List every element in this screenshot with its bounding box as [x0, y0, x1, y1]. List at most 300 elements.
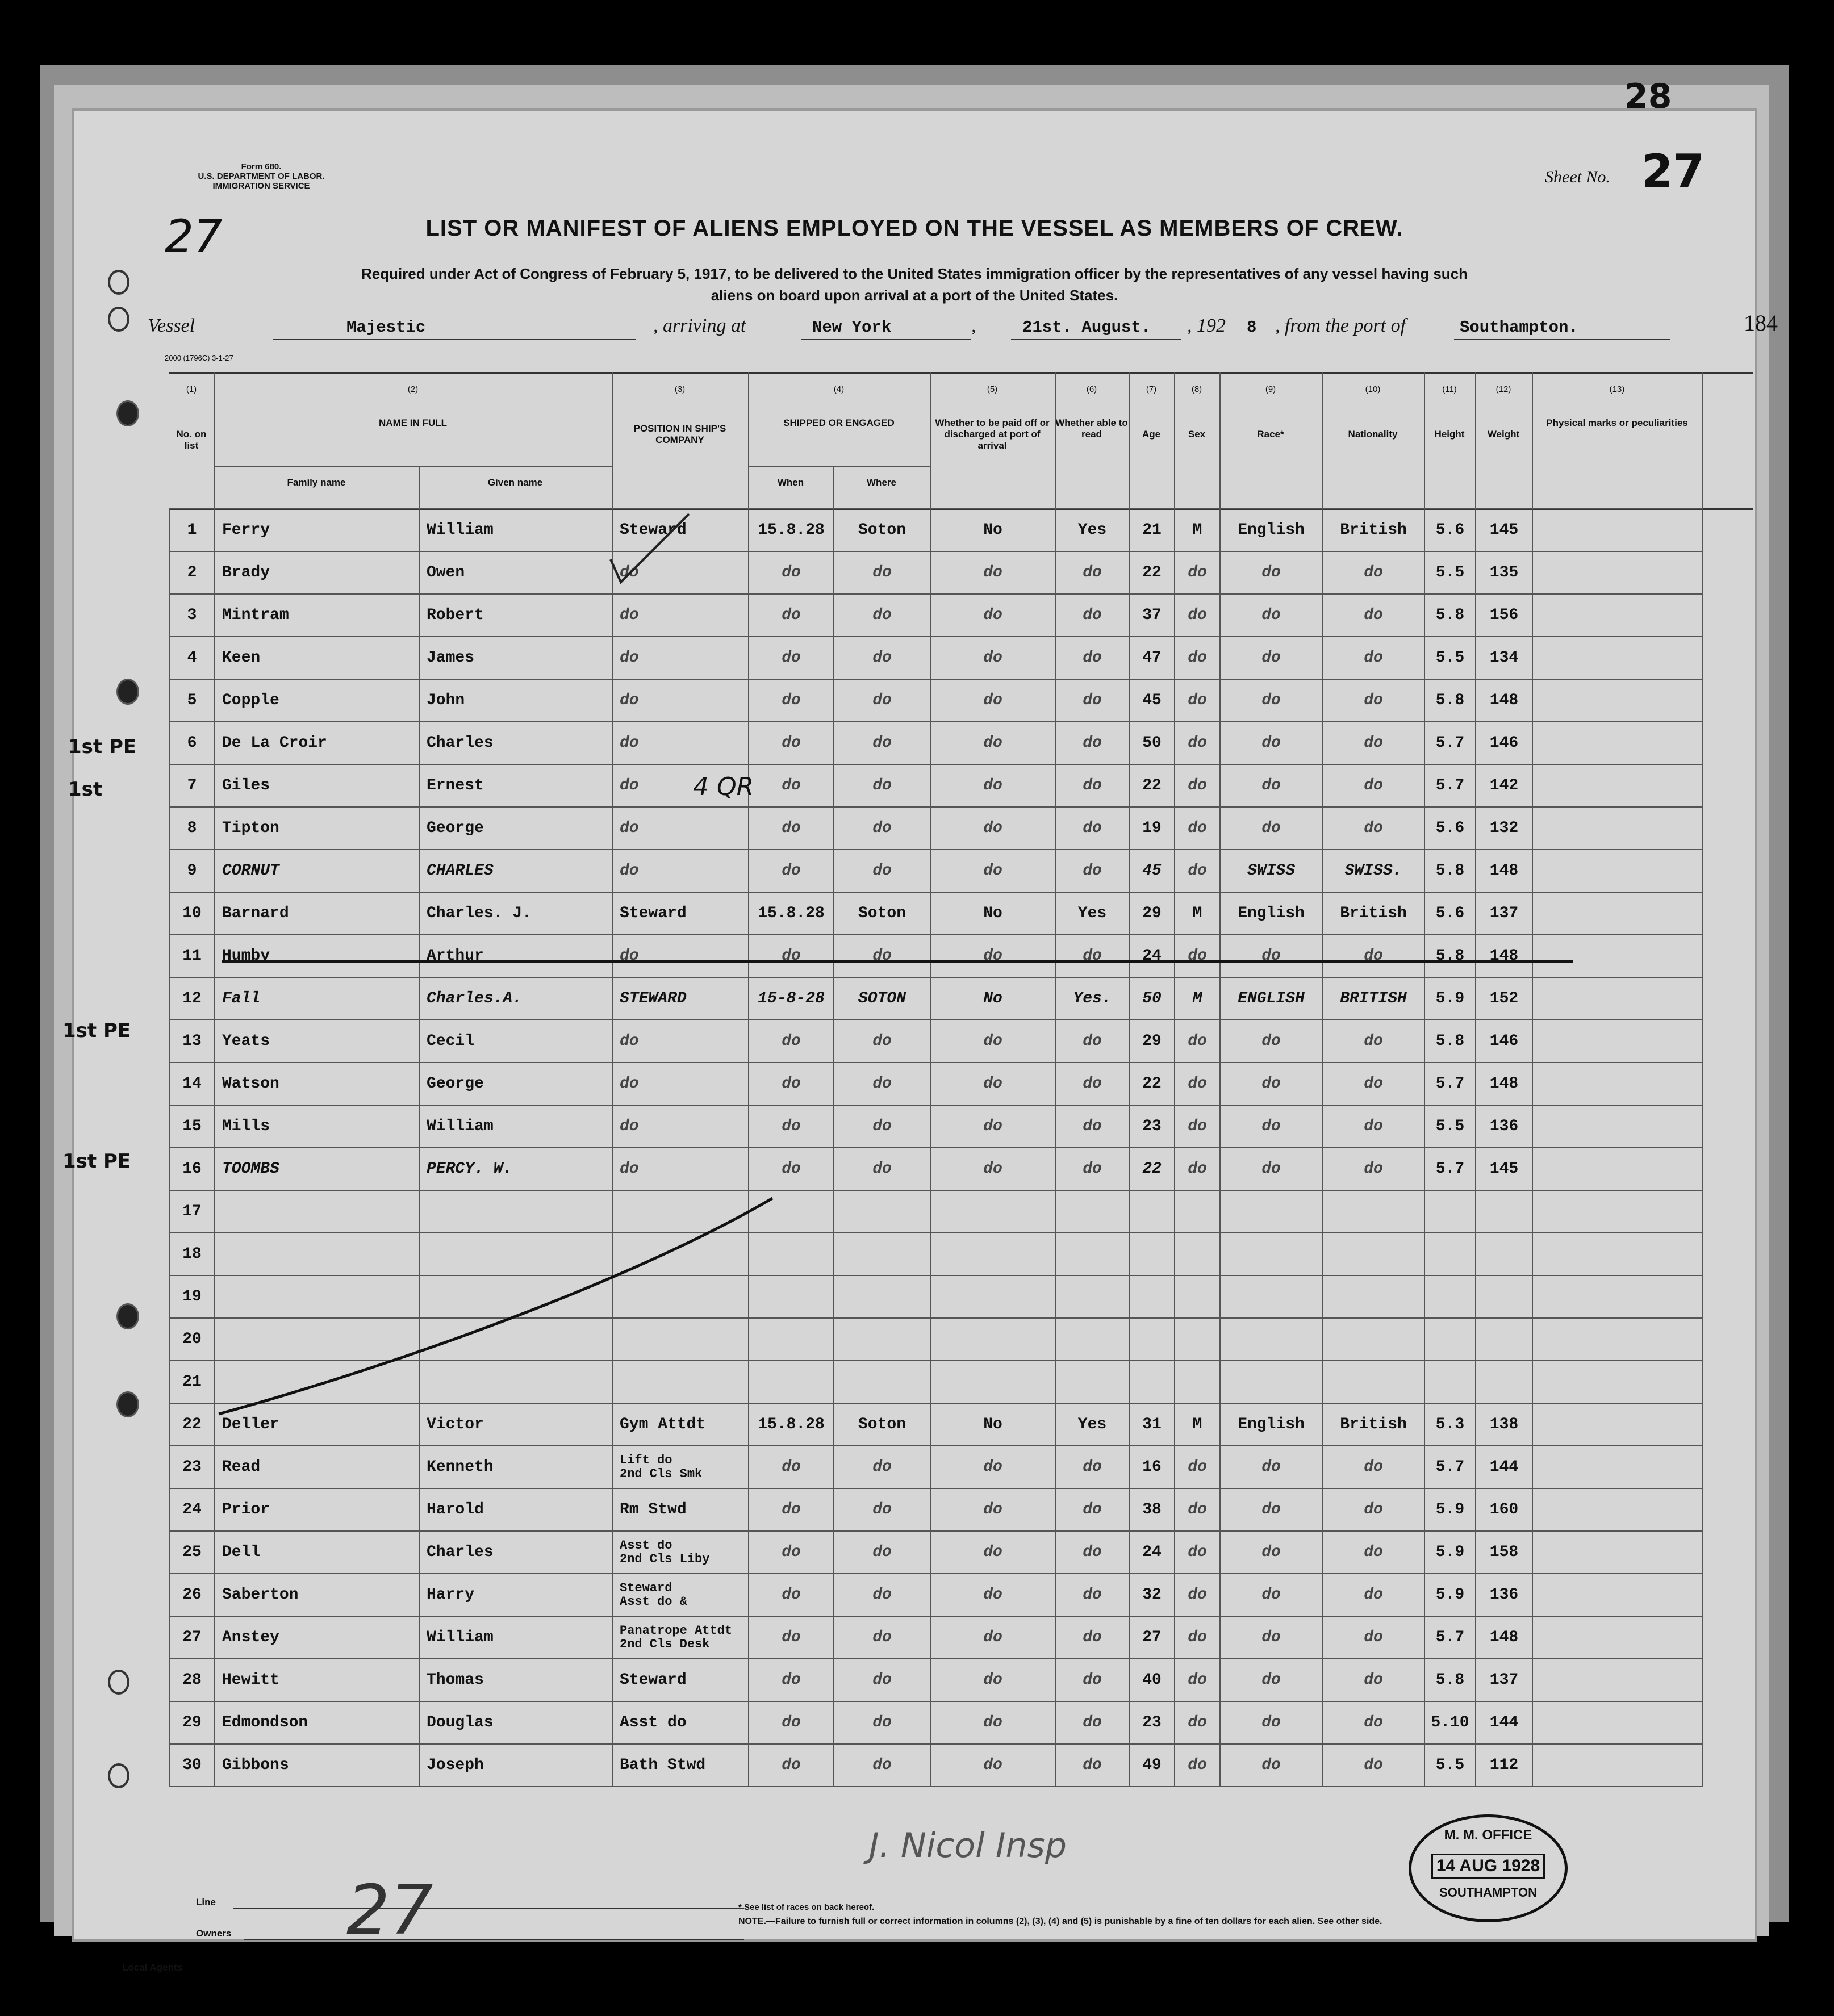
position-cell: Lift do 2nd Cls Smk — [612, 1446, 749, 1488]
height-cell: 5.5 — [1424, 551, 1476, 594]
weight-cell: 148 — [1476, 1063, 1532, 1105]
age-cell: 19 — [1129, 807, 1175, 850]
inspector-signature: J. Nicol Insp — [869, 1826, 1067, 1866]
position-cell: do — [612, 551, 749, 594]
header-position: POSITION IN SHIP'S COMPANY — [633, 423, 726, 445]
paid-off-cell: do — [930, 679, 1055, 722]
nationality-cell: do — [1322, 1574, 1424, 1616]
sex-cell: M — [1175, 892, 1220, 935]
nationality-cell: do — [1322, 637, 1424, 679]
shipped-where-cell: do — [834, 1744, 930, 1787]
paid-off-cell: do — [930, 764, 1055, 807]
row-number-cell: 3 — [169, 594, 215, 637]
nationality-cell: do — [1322, 1659, 1424, 1701]
family-name-cell: Tipton — [215, 807, 419, 850]
header-able-read: Whether able to read — [1055, 417, 1128, 440]
weight-cell: 148 — [1476, 1616, 1532, 1659]
sex-cell: do — [1175, 1446, 1220, 1488]
year-label: , 192 — [1187, 315, 1226, 336]
race-cell: English — [1220, 509, 1322, 551]
height-cell: 5.7 — [1424, 1063, 1476, 1105]
height-cell: 5.5 — [1424, 1105, 1476, 1148]
print-code: 2000 (1796C) 3-1-27 — [165, 354, 233, 362]
footer-owners-label: Owners — [196, 1928, 232, 1939]
race-cell: do — [1220, 594, 1322, 637]
able-to-read-cell: do — [1055, 1488, 1129, 1531]
paid-off-cell: do — [930, 1020, 1055, 1063]
position-cell: Asst do 2nd Cls Liby — [612, 1531, 749, 1574]
given-name-cell: CHARLES — [419, 850, 612, 892]
position-cell: do — [612, 935, 749, 977]
height-cell: 5.8 — [1424, 1020, 1476, 1063]
family-name-cell: Fall — [215, 977, 419, 1020]
row-number-cell: 19 — [169, 1275, 215, 1318]
age-cell: 32 — [1129, 1574, 1175, 1616]
shipped-when-cell: do — [749, 1488, 834, 1531]
weight-cell: 112 — [1476, 1744, 1532, 1787]
shipped-where-cell: Soton — [834, 1403, 930, 1446]
punch-hole — [108, 1763, 129, 1788]
family-name-cell: De La Croir — [215, 722, 419, 764]
paid-off-cell: do — [930, 935, 1055, 977]
row-number-cell: 11 — [169, 935, 215, 977]
given-name-cell: Joseph — [419, 1744, 612, 1787]
height-cell: 5.7 — [1424, 722, 1476, 764]
paid-off-cell: do — [930, 1063, 1055, 1105]
weight-cell: 148 — [1476, 935, 1532, 977]
fine-note: NOTE.—Failure to furnish full or correct information in columns (2), (3), (4) and (5) is punishable by a fine of ten dollars for each alien. See other side. — [738, 1917, 1382, 1926]
from-port: Southampton. — [1460, 318, 1578, 337]
shipped-where-cell: do — [834, 1659, 930, 1701]
paid-off-cell: do — [930, 1531, 1055, 1574]
nationality-cell: do — [1322, 1446, 1424, 1488]
arrival-date: 21st. August. — [1022, 318, 1151, 337]
position-annotation: 4 QR — [693, 772, 754, 801]
punch-hole — [108, 1670, 129, 1695]
race-cell: do — [1220, 722, 1322, 764]
given-name-cell: Charles — [419, 722, 612, 764]
height-cell: 5.6 — [1424, 807, 1476, 850]
shipped-where-cell: do — [834, 1063, 930, 1105]
row-number-cell: 4 — [169, 637, 215, 679]
shipped-where-cell: do — [834, 1020, 930, 1063]
height-cell: 5.8 — [1424, 679, 1476, 722]
position-cell: Rm Stwd — [612, 1488, 749, 1531]
family-name-cell: Barnard — [215, 892, 419, 935]
paid-off-cell: do — [930, 1446, 1055, 1488]
header-name-in-full: NAME IN FULL — [379, 417, 447, 428]
paid-off-cell: do — [930, 1659, 1055, 1701]
nationality-cell: British — [1322, 509, 1424, 551]
race-cell: do — [1220, 1063, 1322, 1105]
able-to-read-cell: do — [1055, 1020, 1129, 1063]
nationality-cell: do — [1322, 1488, 1424, 1531]
age-cell: 24 — [1129, 935, 1175, 977]
row-number-cell: 7 — [169, 764, 215, 807]
paid-off-cell: No — [930, 1403, 1055, 1446]
nationality-cell: do — [1322, 1148, 1424, 1190]
nationality-cell: SWISS. — [1322, 850, 1424, 892]
nationality-cell: do — [1322, 1531, 1424, 1574]
header-nationality: Nationality — [1348, 429, 1398, 440]
race-cell: do — [1220, 807, 1322, 850]
row-number-cell: 15 — [169, 1105, 215, 1148]
height-cell: 5.7 — [1424, 764, 1476, 807]
sex-cell: do — [1175, 637, 1220, 679]
race-note: * See list of races on back hereof. — [738, 1902, 875, 1912]
given-name-cell: William — [419, 509, 612, 551]
family-name-cell: Giles — [215, 764, 419, 807]
row-number-cell: 10 — [169, 892, 215, 935]
height-cell: 5.8 — [1424, 850, 1476, 892]
shipped-when-cell: do — [749, 1616, 834, 1659]
weight-cell: 136 — [1476, 1574, 1532, 1616]
shipped-when-cell: do — [749, 1148, 834, 1190]
height-cell: 5.6 — [1424, 892, 1476, 935]
header-height: Height — [1434, 429, 1465, 440]
able-to-read-cell: do — [1055, 1531, 1129, 1574]
position-cell: Steward — [612, 509, 749, 551]
sheet-label: Sheet No. — [1545, 168, 1610, 186]
sheet-number: 27 — [1641, 145, 1705, 198]
shipped-when-cell: do — [749, 1701, 834, 1744]
vessel-name: Majestic — [346, 318, 426, 337]
weight-cell: 132 — [1476, 807, 1532, 850]
age-cell: 38 — [1129, 1488, 1175, 1531]
paid-off-cell: do — [930, 1148, 1055, 1190]
given-name-cell: Harold — [419, 1488, 612, 1531]
row-number-cell: 26 — [169, 1574, 215, 1616]
shipped-when-cell: 15.8.28 — [749, 892, 834, 935]
race-cell: do — [1220, 1020, 1322, 1063]
race-cell: do — [1220, 679, 1322, 722]
given-name-cell: Victor — [419, 1403, 612, 1446]
paid-off-cell: do — [930, 722, 1055, 764]
weight-cell: 136 — [1476, 1105, 1532, 1148]
able-to-read-cell: do — [1055, 807, 1129, 850]
position-cell: do — [612, 1148, 749, 1190]
race-cell: do — [1220, 935, 1322, 977]
position-cell: do — [612, 637, 749, 679]
sex-cell: do — [1175, 1148, 1220, 1190]
position-cell: Steward — [612, 892, 749, 935]
row-number-cell: 21 — [169, 1361, 215, 1403]
stamp-date: 14 AUG 1928 — [1431, 1854, 1545, 1879]
position-cell: Asst do — [612, 1701, 749, 1744]
nationality-cell: do — [1322, 764, 1424, 807]
shipped-when-cell: do — [749, 1020, 834, 1063]
height-cell: 5.10 — [1424, 1701, 1476, 1744]
nationality-cell: British — [1322, 1403, 1424, 1446]
sex-cell: do — [1175, 1105, 1220, 1148]
height-cell: 5.9 — [1424, 1574, 1476, 1616]
sex-cell: M — [1175, 977, 1220, 1020]
corner-number: 28 — [1624, 77, 1672, 116]
age-cell: 31 — [1129, 1403, 1175, 1446]
family-name-cell: Gibbons — [215, 1744, 419, 1787]
shipped-when-cell: do — [749, 1105, 834, 1148]
race-cell: do — [1220, 1105, 1322, 1148]
sex-cell: do — [1175, 1063, 1220, 1105]
header-no-on-list: No. on list — [176, 429, 207, 451]
shipped-where-cell: do — [834, 1531, 930, 1574]
given-name-cell: Cecil — [419, 1020, 612, 1063]
height-cell: 5.5 — [1424, 637, 1476, 679]
shipped-where-cell: Soton — [834, 509, 930, 551]
shipped-when-cell: do — [749, 807, 834, 850]
sex-cell: do — [1175, 1744, 1220, 1787]
shipped-where-cell: do — [834, 1616, 930, 1659]
position-cell: Gym Attdt — [612, 1403, 749, 1446]
from-label: , from the port of — [1275, 315, 1406, 336]
footer-line-label: Line — [196, 1897, 216, 1908]
margin-note-row6: 1st PE — [68, 735, 137, 758]
shipped-where-cell: do — [834, 1574, 930, 1616]
sex-cell: do — [1175, 679, 1220, 722]
race-cell: do — [1220, 1744, 1322, 1787]
nationality-cell: do — [1322, 722, 1424, 764]
margin-note-row13: 1st PE — [62, 1019, 131, 1042]
age-cell: 23 — [1129, 1105, 1175, 1148]
age-cell: 27 — [1129, 1616, 1175, 1659]
weight-cell: 146 — [1476, 722, 1532, 764]
weight-cell: 148 — [1476, 679, 1532, 722]
race-cell: do — [1220, 1488, 1322, 1531]
paid-off-cell: do — [930, 850, 1055, 892]
punch-hole — [108, 307, 129, 332]
given-name-cell: Charles — [419, 1531, 612, 1574]
shipped-when-cell: do — [749, 764, 834, 807]
position-cell: do — [612, 764, 749, 807]
punch-hole — [116, 679, 139, 705]
weight-cell: 138 — [1476, 1403, 1532, 1446]
family-name-cell: Prior — [215, 1488, 419, 1531]
shipped-where-cell: do — [834, 637, 930, 679]
family-name-cell: Keen — [215, 637, 419, 679]
able-to-read-cell: do — [1055, 1744, 1129, 1787]
age-cell: 21 — [1129, 509, 1175, 551]
age-cell: 45 — [1129, 679, 1175, 722]
position-cell: do — [612, 1063, 749, 1105]
arriving-port: New York — [812, 318, 892, 337]
given-name-cell: William — [419, 1105, 612, 1148]
header-given-name: Given name — [487, 477, 543, 488]
height-cell: 5.9 — [1424, 1531, 1476, 1574]
nationality-cell: do — [1322, 807, 1424, 850]
shipped-where-cell: do — [834, 679, 930, 722]
shipped-when-cell: do — [749, 1446, 834, 1488]
able-to-read-cell: Yes — [1055, 892, 1129, 935]
punch-hole — [108, 270, 129, 295]
weight-cell: 142 — [1476, 764, 1532, 807]
shipped-where-cell: do — [834, 1446, 930, 1488]
family-name-cell: TOOMBS — [215, 1148, 419, 1190]
header-when: When — [777, 477, 804, 488]
position-cell: do — [612, 1020, 749, 1063]
age-cell: 22 — [1129, 1063, 1175, 1105]
shipped-when-cell: 15.8.28 — [749, 509, 834, 551]
position-cell: do — [612, 807, 749, 850]
shipped-where-cell: SOTON — [834, 977, 930, 1020]
age-cell: 16 — [1129, 1446, 1175, 1488]
paid-off-cell: do — [930, 1105, 1055, 1148]
family-name-cell: Ferry — [215, 509, 419, 551]
weight-cell: 134 — [1476, 637, 1532, 679]
family-name-cell: Deller — [215, 1403, 419, 1446]
shipped-where-cell: Soton — [834, 892, 930, 935]
sex-cell: do — [1175, 551, 1220, 594]
weight-cell: 148 — [1476, 850, 1532, 892]
year-digit: 8 — [1247, 318, 1257, 337]
weight-cell: 146 — [1476, 1020, 1532, 1063]
row-number-cell: 13 — [169, 1020, 215, 1063]
height-cell: 5.5 — [1424, 1744, 1476, 1787]
race-cell: do — [1220, 1701, 1322, 1744]
able-to-read-cell: do — [1055, 1148, 1129, 1190]
weight-cell: 160 — [1476, 1488, 1532, 1531]
document-title: LIST OR MANIFEST OF ALIENS EMPLOYED ON THE VESSEL AS MEMBERS OF CREW. — [425, 216, 1403, 241]
family-name-cell: Dell — [215, 1531, 419, 1574]
given-name-cell: James — [419, 637, 612, 679]
vessel-label: Vessel — [148, 315, 195, 336]
punch-hole — [116, 400, 139, 426]
able-to-read-cell: do — [1055, 722, 1129, 764]
given-name-cell: Harry — [419, 1574, 612, 1616]
family-name-cell: Anstey — [215, 1616, 419, 1659]
given-name-cell: John — [419, 679, 612, 722]
weight-cell: 145 — [1476, 509, 1532, 551]
family-name-cell: Brady — [215, 551, 419, 594]
family-name-cell: Read — [215, 1446, 419, 1488]
nationality-cell: do — [1322, 1105, 1424, 1148]
row-number-cell: 28 — [169, 1659, 215, 1701]
race-cell: do — [1220, 764, 1322, 807]
able-to-read-cell: do — [1055, 1659, 1129, 1701]
subtitle-line2: aliens on board upon arrival at a port of the United States. — [711, 287, 1118, 304]
height-cell: 5.8 — [1424, 1659, 1476, 1701]
able-to-read-cell: Yes. — [1055, 977, 1129, 1020]
able-to-read-cell: Yes — [1055, 1403, 1129, 1446]
row-number-cell: 12 — [169, 977, 215, 1020]
sex-cell: do — [1175, 935, 1220, 977]
sex-cell: do — [1175, 1659, 1220, 1701]
row-number-cell: 25 — [169, 1531, 215, 1574]
row-number-cell: 14 — [169, 1063, 215, 1105]
shipped-where-cell: do — [834, 551, 930, 594]
nationality-cell: British — [1322, 892, 1424, 935]
row-number-cell: 6 — [169, 722, 215, 764]
header-where: Where — [867, 477, 896, 488]
header-paid-off: Whether to be paid off or discharged at port of arrival — [935, 417, 1050, 451]
shipped-where-cell: do — [834, 1701, 930, 1744]
age-cell: 22 — [1129, 764, 1175, 807]
shipped-when-cell: do — [749, 594, 834, 637]
office-stamp — [1409, 1814, 1568, 1922]
given-name-cell: Thomas — [419, 1659, 612, 1701]
able-to-read-cell: do — [1055, 1446, 1129, 1488]
family-name-cell: Humby — [215, 935, 419, 977]
race-cell: do — [1220, 1616, 1322, 1659]
age-cell: 47 — [1129, 637, 1175, 679]
paid-off-cell: do — [930, 1744, 1055, 1787]
position-cell: Steward Asst do & — [612, 1574, 749, 1616]
height-cell: 5.7 — [1424, 1148, 1476, 1190]
nationality-cell: do — [1322, 594, 1424, 637]
weight-cell: 135 — [1476, 551, 1532, 594]
void-diagonal-line — [219, 1198, 772, 1414]
position-cell: STEWARD — [612, 977, 749, 1020]
shipped-when-cell: do — [749, 722, 834, 764]
given-name-cell: Owen — [419, 551, 612, 594]
paid-off-cell: No — [930, 977, 1055, 1020]
family-name-cell: Yeats — [215, 1020, 419, 1063]
nationality-cell: do — [1322, 1744, 1424, 1787]
paid-off-cell: do — [930, 1488, 1055, 1531]
row-number-cell: 27 — [169, 1616, 215, 1659]
weight-cell: 144 — [1476, 1446, 1532, 1488]
row-number-cell: 1 — [169, 509, 215, 551]
sex-cell: do — [1175, 722, 1220, 764]
family-name-cell: Mills — [215, 1105, 419, 1148]
row-number-cell: 8 — [169, 807, 215, 850]
shipped-when-cell: do — [749, 850, 834, 892]
shipped-where-cell: do — [834, 764, 930, 807]
given-name-cell: Charles.A. — [419, 977, 612, 1020]
paid-off-cell: do — [930, 637, 1055, 679]
stamp-top: M. M. OFFICE — [1444, 1827, 1532, 1843]
able-to-read-cell: do — [1055, 1063, 1129, 1105]
position-cell: do — [612, 1105, 749, 1148]
shipped-when-cell: do — [749, 1063, 834, 1105]
weight-cell: 144 — [1476, 1701, 1532, 1744]
margin-note-row16: 1st PE — [62, 1150, 131, 1173]
race-cell: do — [1220, 551, 1322, 594]
given-name-cell: Ernest — [419, 764, 612, 807]
height-cell: 5.8 — [1424, 935, 1476, 977]
race-cell: do — [1220, 1446, 1322, 1488]
vessel-line: Vessel Majestic , arriving at New York , 21st. August. , 192 8 , from the port of Southampton. 184 — [148, 315, 1693, 344]
race-cell: SWISS — [1220, 850, 1322, 892]
paid-off-cell: do — [930, 807, 1055, 850]
age-cell: 22 — [1129, 1148, 1175, 1190]
height-cell: 5.7 — [1424, 1446, 1476, 1488]
nationality-cell: do — [1322, 1616, 1424, 1659]
height-cell: 5.8 — [1424, 594, 1476, 637]
given-name-cell: George — [419, 807, 612, 850]
service: IMMIGRATION SERVICE — [212, 181, 310, 191]
age-cell: 24 — [1129, 1531, 1175, 1574]
age-cell: 40 — [1129, 1659, 1175, 1701]
sex-cell: do — [1175, 1616, 1220, 1659]
paid-off-cell: do — [930, 1701, 1055, 1744]
sex-cell: do — [1175, 1701, 1220, 1744]
position-cell: do — [612, 594, 749, 637]
page-number: 184 — [1744, 310, 1778, 336]
shipped-where-cell: do — [834, 722, 930, 764]
height-cell: 5.9 — [1424, 1488, 1476, 1531]
shipped-when-cell: do — [749, 1659, 834, 1701]
row-number-cell: 20 — [169, 1318, 215, 1361]
header-family-name: Family name — [287, 477, 346, 488]
shipped-where-cell: do — [834, 935, 930, 977]
able-to-read-cell: Yes — [1055, 509, 1129, 551]
sex-cell: do — [1175, 594, 1220, 637]
race-cell: do — [1220, 1659, 1322, 1701]
nationality-cell: do — [1322, 679, 1424, 722]
family-name-cell: Copple — [215, 679, 419, 722]
sex-cell: do — [1175, 1531, 1220, 1574]
position-cell: do — [612, 722, 749, 764]
